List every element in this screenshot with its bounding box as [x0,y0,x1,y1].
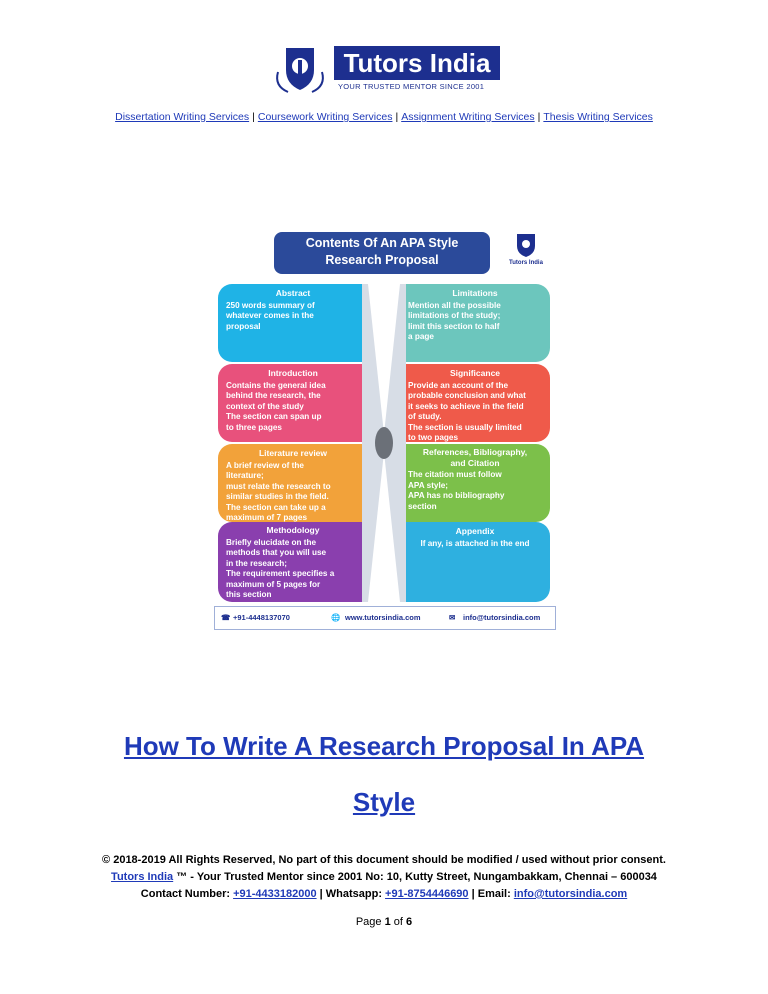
significance-panel [400,364,550,442]
title-line-2[interactable]: Style [352,787,416,817]
panel-heading: Literature review [258,448,328,458]
introduction-panel [218,364,368,442]
references-panel [400,444,550,522]
nav-link-assignment[interactable]: Assignment Writing Services [401,111,535,123]
mail-icon: ✉ [449,613,456,622]
panel-body: If any, is attached in the end [420,538,530,548]
infographic-contact-bar [214,606,556,630]
page-number [0,916,768,928]
limitations-panel [400,284,550,362]
infographic-logo [504,232,548,274]
infographic-logo-text: Tutors India [509,260,543,266]
panel-heading: Appendix [455,526,495,536]
page-of: of [390,916,407,928]
infographic-title [274,232,490,274]
methodology-panel [218,522,368,602]
company-link[interactable]: Tutors India [111,871,174,883]
panel-body: Briefly elucidate on the methods that you will use in the research; The requirement specifies a maximum of 5 pages for this section [226,537,335,599]
panel-heading: Significance [449,368,501,378]
literature-review-panel [218,444,368,522]
page-total: 6 [406,916,413,928]
nav-separator: | [537,111,541,123]
contact-line [0,886,768,903]
center-funnel-graphic [362,284,406,602]
email-label: | Email: [468,888,514,900]
panel-body: Mention all the possible limitations of the study; limit this section to half a page [408,300,501,341]
apa-infographic [212,226,556,632]
brand-name: Tutors India [334,46,500,80]
email-link[interactable]: info@tutorsindia.com [513,888,628,900]
phone-icon: ☎ [221,613,231,622]
page-footer [0,852,768,903]
services-nav [0,111,768,123]
nav-link-dissertation[interactable]: Dissertation Writing Services [115,111,250,123]
nav-separator: | [252,111,255,123]
panel-heading: References, Bibliography, and Citation [422,447,528,468]
panel-heading: Limitations [452,288,498,298]
panel-heading: Introduction [268,368,318,378]
nav-link-coursework[interactable]: Coursework Writing Services [257,111,393,123]
panel-body: Provide an account of the probable conclusion and what it seeks to achieve in the field of study. The section is usually limited to two pages [408,380,526,442]
appendix-panel [400,522,550,602]
globe-icon: 🌐 [331,613,341,622]
nav-link-thesis[interactable]: Thesis Writing Services [543,111,653,123]
brand-tagline: YOUR TRUSTED MENTOR SINCE 2001 [338,82,485,91]
panel-body: A brief review of the literature; must relate the research to similar studies in the field. The section can take up a maximum of 7 pages [226,460,331,522]
infographic-title-line2: Research Proposal [325,253,439,267]
page-label: Page [355,916,385,928]
copyright-notice: © 2018-2019 All Rights Reserved, No part of this document should be modified / used without prior consent. [102,854,666,866]
page-current: 1 [384,916,391,928]
shield-crest-icon [268,42,332,96]
title-line-1[interactable]: How To Write A Research Proposal In APA [123,731,645,761]
whatsapp-label: | Whatsapp: [316,888,386,900]
company-address [0,869,768,886]
shield-crest-icon [513,232,539,258]
tutors-india-logo [268,42,502,96]
contact-number-link[interactable]: +91-4433182000 [233,888,317,900]
panel-heading: Abstract [275,288,311,298]
infographic-phone: +91-4448137070 [233,613,290,622]
panel-heading: Methodology [266,525,320,535]
panel-body: Contains the general idea behind the research, the context of the study The section can span up to three pages [226,380,326,432]
document-title [0,718,768,830]
panel-body: 250 words summary of whatever comes in the proposal [226,300,315,331]
infographic-website: www.tutorsindia.com [345,613,421,622]
nav-separator: | [395,111,399,123]
infographic-email: info@tutorsindia.com [463,613,541,622]
panel-body: The citation must follow APA style; APA has no bibliography section [408,470,505,511]
infographic-title-line1: Contents Of An APA Style [305,236,459,250]
company-address-text: ™ - Your Trusted Mentor since 2001 No: 10, Kutty Street, Nungambakkam, Chennai – 600034 [173,871,657,883]
abstract-panel [218,284,368,362]
whatsapp-link[interactable]: +91-8754446690 [385,888,469,900]
contact-label: Contact Number: [140,888,234,900]
